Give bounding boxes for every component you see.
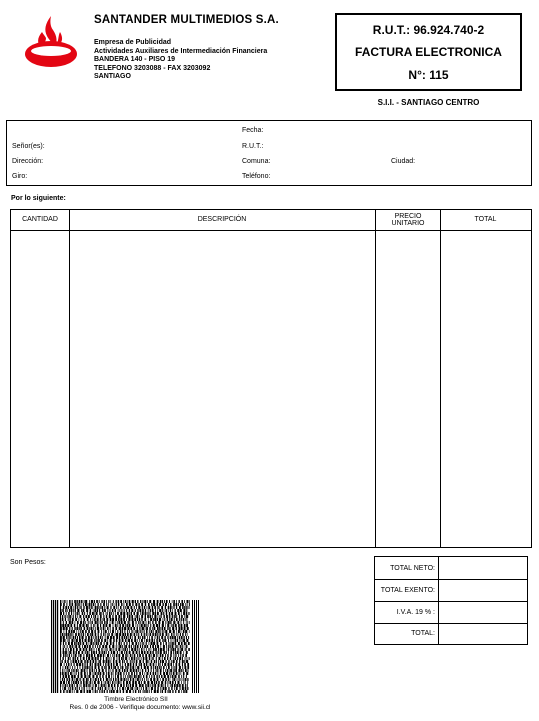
column-divider	[440, 210, 441, 547]
company-details	[94, 39, 267, 82]
totals-box	[374, 556, 528, 645]
totals-row	[375, 623, 527, 644]
santander-flame-icon	[22, 14, 80, 70]
column-header-total: TOTAL	[474, 216, 497, 224]
client-info-box	[6, 120, 532, 186]
total-label: TOTAL:	[375, 623, 439, 644]
telefono-label: Teléfono:	[242, 173, 271, 180]
totals-row	[375, 601, 527, 623]
company-line: Actividades Auxiliares de Intermediación Financiera	[94, 47, 268, 55]
totals-row	[375, 557, 527, 579]
ciudad-label: Ciudad:	[391, 158, 416, 165]
direccion-label: Dirección:	[12, 158, 44, 165]
section-label: Por lo siguiente:	[11, 195, 66, 202]
fecha-label: Fecha:	[242, 127, 264, 134]
iva-label: I.V.A. 19 % :	[375, 601, 439, 623]
client-rut-label: R.U.T.:	[242, 143, 264, 150]
pdf417-barcode	[51, 600, 199, 693]
column-header-cantidad: CANTIDAD	[22, 216, 58, 224]
sii-office: S.I.I. - SANTIAGO CENTRO	[377, 98, 480, 107]
total-exento-label: TOTAL EXENTO:	[375, 579, 439, 601]
document-type: FACTURA ELECTRONICA	[355, 45, 502, 59]
column-header-descripcion: DESCRIPCIÓN	[197, 216, 247, 224]
items-header-divider	[11, 230, 531, 231]
timbre-note: Res. 0 de 2006 - Verifique documento: www.sii.cl	[69, 704, 211, 711]
timbre-title: Timbre Electrónico SII	[104, 696, 168, 703]
totals-row	[375, 579, 527, 601]
items-table	[10, 209, 532, 548]
total-neto-label: TOTAL NETO:	[375, 557, 439, 579]
column-divider	[375, 210, 376, 547]
column-header-precio-unitario: PRECIO UNITARIO	[391, 212, 425, 227]
column-divider	[69, 210, 70, 547]
senor-label: Señor(es):	[12, 143, 45, 150]
rut-number: R.U.T.: 96.924.740-2	[372, 23, 485, 37]
company-line: BANDERA 140 - PISO 19	[94, 56, 176, 64]
rut-box	[335, 13, 522, 91]
son-pesos-label: Son Pesos:	[10, 559, 46, 566]
company-name: SANTANDER MULTIMEDIOS S.A.	[94, 14, 279, 26]
giro-label: Giro:	[12, 173, 28, 180]
company-line: SANTIAGO	[94, 73, 131, 81]
company-line: Empresa de Publicidad	[94, 39, 172, 46]
company-line: TELEFONO 3203088 - FAX 3203092	[94, 64, 211, 72]
comuna-label: Comuna:	[242, 158, 271, 165]
invoice-number: N°: 115	[408, 68, 449, 82]
